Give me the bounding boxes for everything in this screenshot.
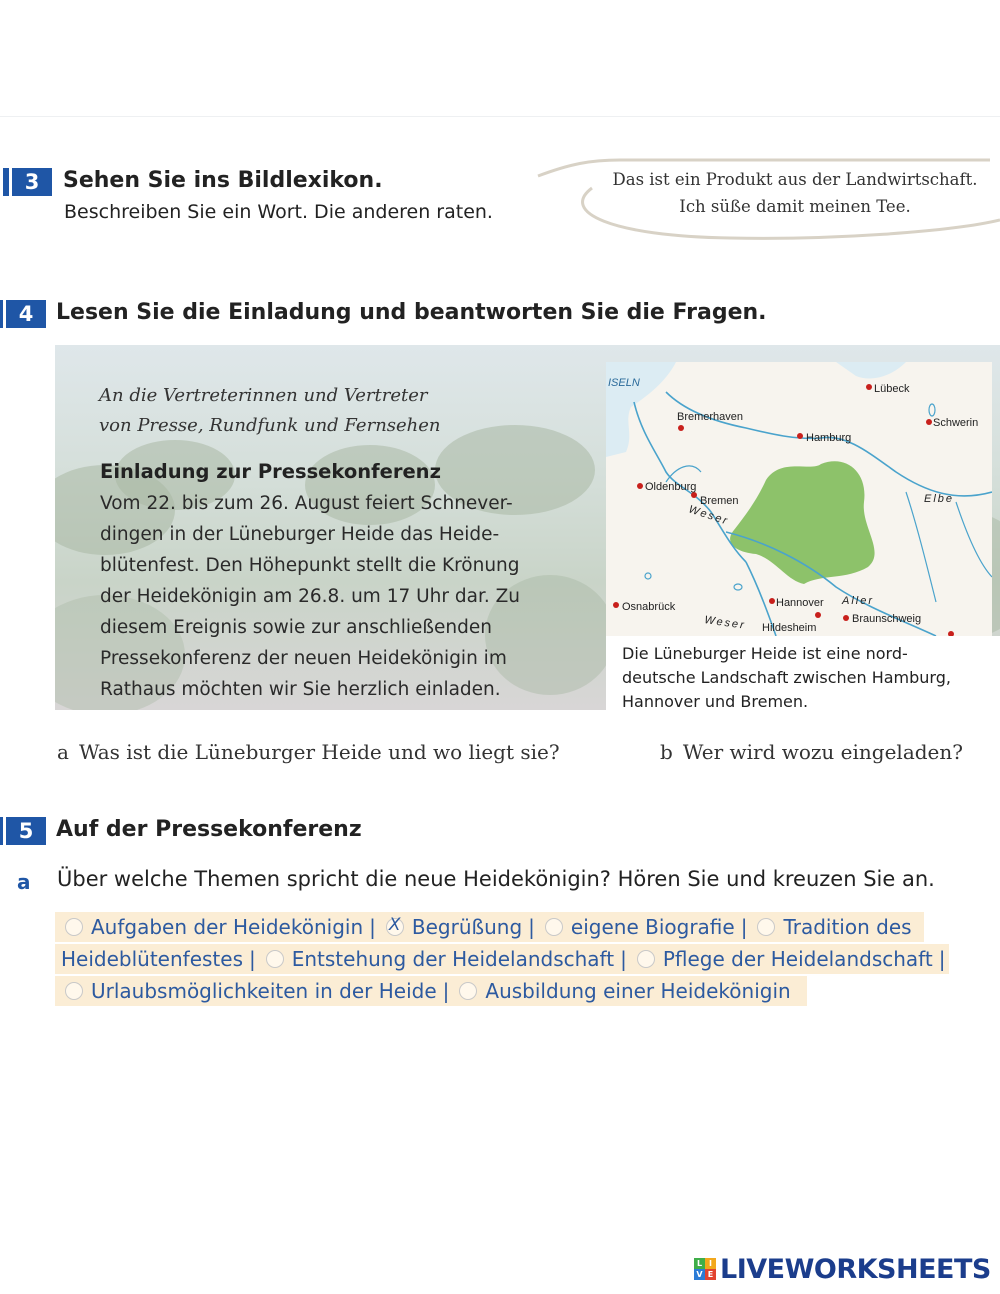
address-line-1: An die Vertreterinnen und Vertreter	[99, 385, 428, 406]
address-line-2: von Presse, Rundfunk und Fernsehen	[99, 415, 441, 436]
map-label-weser-south: Weser	[703, 614, 747, 632]
checkbox-circle-checked[interactable]	[386, 918, 404, 936]
map-label-hamburg: Hamburg	[806, 432, 852, 444]
map-label-bremen: Bremen	[700, 495, 739, 507]
map-label-oldenburg: Oldenburg	[645, 481, 697, 493]
city-marker-schwerin	[926, 419, 932, 425]
logo-icon-letter: E	[705, 1269, 716, 1280]
map-label-elbe: Elbe	[924, 493, 955, 505]
speech-bubble-text	[600, 166, 990, 220]
option-label: Aufgaben der Heidekönigin	[91, 915, 364, 939]
separator: |	[369, 915, 376, 939]
invitation-line: blütenfest. Den Höhepunkt stellt die Krönung	[100, 555, 520, 576]
separator: |	[740, 915, 748, 939]
question-b-letter: b	[660, 740, 673, 764]
map-label-schwerin: Schwerin	[933, 417, 979, 429]
question-b-text: Wer wird wozu eingeladen?	[682, 740, 963, 764]
separator: |	[620, 947, 627, 971]
checkbox-circle[interactable]	[65, 982, 83, 1000]
city-marker-oldenburg	[637, 483, 643, 489]
option-label: Ausbildung einer Heidekönigin	[485, 979, 791, 1003]
options-row-2	[55, 944, 949, 974]
logo-icon-letter: I	[705, 1258, 716, 1269]
question-a-text: Was ist die Lüneburger Heide und wo liegt sie?	[78, 740, 560, 764]
lake	[734, 584, 742, 590]
caption-line: Hannover und Bremen.	[622, 692, 809, 711]
separator: |	[248, 947, 256, 971]
lake	[929, 404, 935, 416]
task-3-number: 3	[12, 168, 52, 196]
option-aufgaben[interactable]	[61, 915, 363, 939]
liveworksheets-logo[interactable]	[694, 1254, 991, 1284]
invitation-line: Rathaus möchten wir Sie herzlich einladen.	[100, 679, 501, 700]
option-label: Entstehung der Heidelandschaft	[291, 947, 615, 971]
invitation-line: diesem Ereignis sowie zur anschließenden	[100, 617, 493, 638]
invitation-address	[99, 381, 441, 441]
checkbox-circle[interactable]	[65, 918, 83, 936]
bubble-line-1: Das ist ein Produkt aus der Landwirtschaft.	[612, 170, 978, 189]
map-label-braunschweig: Braunschweig	[852, 613, 922, 625]
map-caption	[606, 636, 1000, 714]
task-4-number: 4	[6, 300, 46, 328]
question-a-letter: a	[57, 740, 69, 764]
task-5-instruction: Über welche Themen spricht die neue Heidekönigin? Hören Sie und kreuzen Sie an.	[57, 867, 935, 891]
map-label-bremerhaven: Bremerhaven	[677, 411, 744, 423]
map-label-inseln: ISELN	[608, 377, 640, 389]
checkbox-circle[interactable]	[459, 982, 477, 1000]
invitation-line: dingen in der Lüneburger Heide das Heide-	[100, 524, 500, 545]
city-marker-osnabrueck	[613, 602, 619, 608]
task-5-title: Auf der Pressekonferenz	[56, 817, 362, 842]
option-entstehung[interactable]	[262, 947, 614, 971]
option-tradition[interactable]	[753, 915, 911, 939]
city-marker-bremerhaven	[678, 425, 684, 431]
bubble-line-2: Ich süße damit meinen Tee.	[679, 197, 911, 216]
logo-icon-letter: L	[694, 1258, 705, 1269]
caption-line: deutsche Landschaft zwischen Hamburg,	[622, 668, 951, 687]
separator: |	[938, 947, 946, 971]
question-a	[57, 740, 560, 764]
invitation-line: Pressekonferenz der neuen Heidekönigin im	[100, 648, 507, 669]
checkbox-circle[interactable]	[637, 950, 655, 968]
option-tradition-cont[interactable]	[61, 947, 243, 971]
logo-text: LIVEWORKSHEETS	[720, 1253, 991, 1285]
option-ausbildung[interactable]	[455, 979, 790, 1003]
option-urlaub[interactable]	[61, 979, 437, 1003]
task-4-title: Lesen Sie die Einladung und beantworten Sie die Fragen.	[56, 300, 767, 325]
checkbox-circle[interactable]	[266, 950, 284, 968]
map-label-hannover: Hannover	[776, 597, 824, 609]
invitation-heading: Einladung zur Pressekonferenz	[100, 460, 441, 483]
map-label-weser: Weser	[687, 503, 731, 528]
sea-area	[836, 362, 906, 378]
river	[666, 466, 701, 482]
map-label-luebeck: Lübeck	[874, 383, 910, 395]
task-5-part-letter: a	[17, 870, 31, 894]
city-marker-hildesheim	[815, 612, 821, 618]
options-row-3	[55, 976, 807, 1006]
city-marker-hamburg	[797, 433, 803, 439]
caption-line: Die Lüneburger Heide ist eine nord-	[622, 644, 908, 663]
heath-area	[730, 461, 874, 584]
separator: |	[442, 979, 450, 1003]
checkbox-circle[interactable]	[757, 918, 775, 936]
option-label: Urlaubsmöglichkeiten in der Heide	[91, 979, 437, 1003]
city-marker-braunschweig	[843, 615, 849, 621]
option-label: eigene Biografie	[570, 915, 735, 939]
separator: |	[528, 915, 535, 939]
task-5-number: 5	[6, 817, 46, 845]
option-label: Heideblütenfestes	[61, 947, 243, 971]
invitation-line: Vom 22. bis zum 26. August feiert Schnever-	[100, 493, 513, 514]
city-marker-luebeck	[866, 384, 872, 390]
option-biografie[interactable]	[541, 915, 735, 939]
map-graphic	[606, 362, 992, 636]
city-marker-hannover	[769, 598, 775, 604]
river	[906, 492, 936, 602]
checkbox-circle[interactable]	[545, 918, 563, 936]
map-label-aller: Aller	[842, 595, 875, 607]
invitation-line: der Heidekönigin am 26.8. um 17 Uhr dar. Zu	[100, 586, 521, 607]
map-label-osnabrueck: Osnabrück	[622, 601, 676, 613]
map-label-hildesheim: Hildesheim	[762, 622, 817, 634]
option-pflege[interactable]	[633, 947, 933, 971]
option-label: Pflege der Heidelandschaft	[662, 947, 933, 971]
task-3-title: Sehen Sie ins Bildlexikon.	[63, 168, 383, 193]
option-label: Begrüßung	[411, 915, 523, 939]
invitation-body	[100, 488, 520, 705]
task-3-subtitle: Beschreiben Sie ein Wort. Die anderen raten.	[64, 201, 493, 223]
river	[956, 502, 992, 577]
options-row-1	[55, 912, 924, 942]
logo-icon-letter: V	[694, 1269, 705, 1280]
map-lueneburger-heide	[606, 362, 992, 636]
option-label: Tradition des	[783, 915, 912, 939]
question-b	[660, 740, 963, 764]
logo-icon	[694, 1258, 716, 1280]
top-divider	[0, 116, 1000, 117]
option-begruessung[interactable]	[382, 915, 522, 939]
lake	[645, 573, 651, 579]
